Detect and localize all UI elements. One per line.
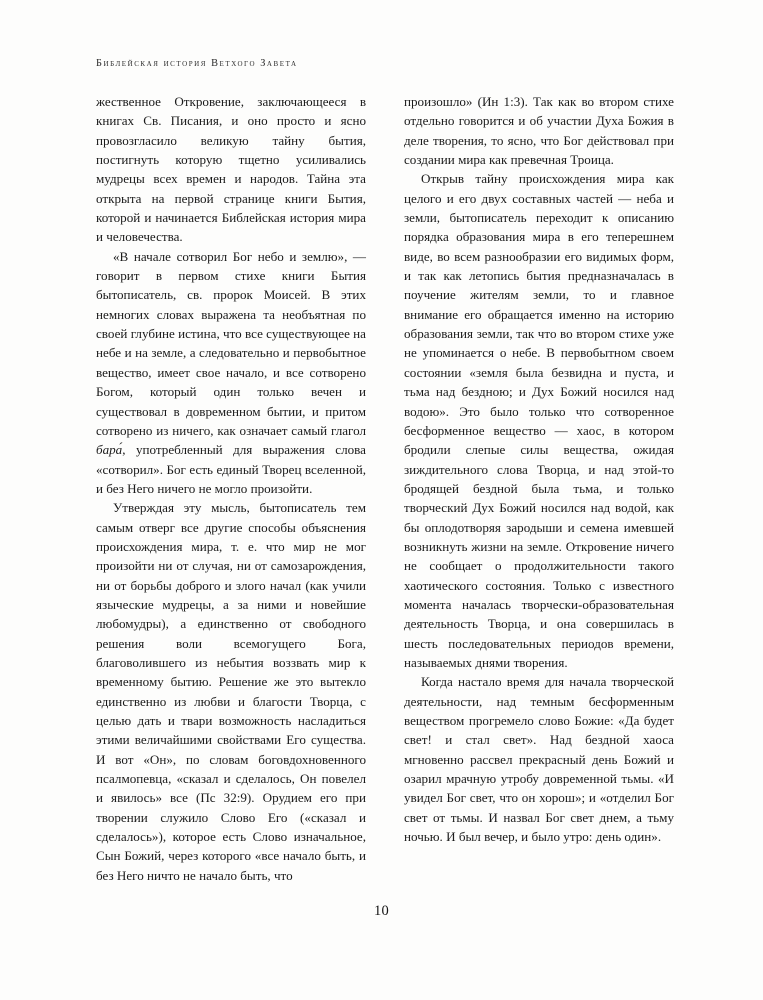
running-head: Библейская история Ветхого Завета bbox=[96, 58, 298, 69]
paragraph: жественное Откровение, заключающееся в книгах Св. Писания, и оно просто и ясно провозгласило великую тайну бытия, постигнуть которую тщетно усиливались мудрецы всех времен и народов. Тайна эта открыта на первой странице книги Бытия, которой и начинается Библейская история мира и человечества. bbox=[96, 94, 366, 245]
paragraph-text-after-italic: , употребленный для выражения слова «сотворил». Бог есть единый Творец вселенной, и без Него ничего не могло произойти. bbox=[96, 442, 366, 496]
transliterated-hebrew-word: бара́ bbox=[96, 442, 123, 458]
paragraph: Когда настало время для начала творческой деятельности, над темным бесформенным веществом прогремело слово Божие: «Да будет свет! и стал свет». Над бездной хаоса мгновенно рассвел прекрасный день Божий и озарил мрачную утробу довременной тьмы. «И увидел Бог свет, что он хорош»; и «отделил Бог свет от тьмы. И назвал Бог свет днем, а тьму ночью. И был вечер, и было утро: день один». bbox=[404, 674, 674, 845]
paragraph: Утверждая эту мысль, бытописатель тем самым отверг все другие способы объяснения происхождения мира, т. е. что мир не мог произойти ни от случая, ни от самозарождения, ни от борьбы доброго и злого начал (как учили языческие мудрецы, а за ними и новейшие любомудры), а единственно от свободного решения воли всемогущего Бога, благоволившего из небытия воззвать мир к временному бытию. Решение же это вытекло единственно из любви и благости Творца, с целью дать и твари возможность насладиться этими величайшими свойствами Его существа. И вот «Он», по словам боговдохновенного псалмопевца, «сказал и сделалось, Он повелел и явилось» все (Пс 32:9). Орудием его при творении служило Слово Его («сказал и сделалось»), которое есть Слово изначальное, Сын Божий, через которого «все начало быть, и без Него ничто не начало быть, что bbox=[96, 500, 366, 883]
paragraph bbox=[96, 247, 366, 498]
page-number: 10 bbox=[373, 903, 390, 919]
right-column bbox=[404, 92, 674, 882]
left-column bbox=[96, 92, 366, 882]
text-body bbox=[96, 92, 674, 882]
paragraph: произошло» (Ин 1:3). Так как во втором стихе отдельно говорится и об участии Духа Божия в деле творения, то ясно, что Бог действовал при создании мира как превечная Троица. bbox=[404, 94, 674, 168]
paragraph: Открыв тайну происхождения мира как целого и его двух составных частей — неба и земли, бытописатель переходит к описанию порядка образования мира в его теперешнем виде, во всем разнообразии его видимых форм, и так как летопись бытия предназначалась в поучение жителям земли, то и главное внимание его обращается именно на историю образования земли, так что во втором стихе уже не упоминается о небе. В первобытном своем состоянии «земля была безвидна и пуста, и тьма над бездною; и Дух Божий носился над водою». Это было только что сотворенное бесформенное вещество — хаос, в котором бродили слепые силы вещества, ожидая зиждительного слова Творца, и над этой-то бродящей бездной была тьма, и только творческий Дух Божий носился над водой, как бы оплодотворяя зародыши и семена имевшей возникнуть жизни на земле. Откровение ничего не сообщает о продолжительности такого хаотического состояния. Только с известного момента началась творчески-образовательная деятельность Творца, и она совершилась в шесть последовательных периодов времени, называемых днями творения. bbox=[404, 171, 674, 670]
paragraph-text-before-italic: «В начале сотворил Бог небо и землю», — говорит в первом стихе книги Бытия бытописатель, св. пророк Моисей. В этих немногих словах выражена та необъятная по своей глубине истина, что все существующее на небе и на земле, а следовательно и первобытное вещество, имеет свое начало, и все сотворено Богом, который один только вечен и существовал в довременном бытии, и притом сотворено из ничего, как означает самый глагол bbox=[96, 248, 366, 438]
